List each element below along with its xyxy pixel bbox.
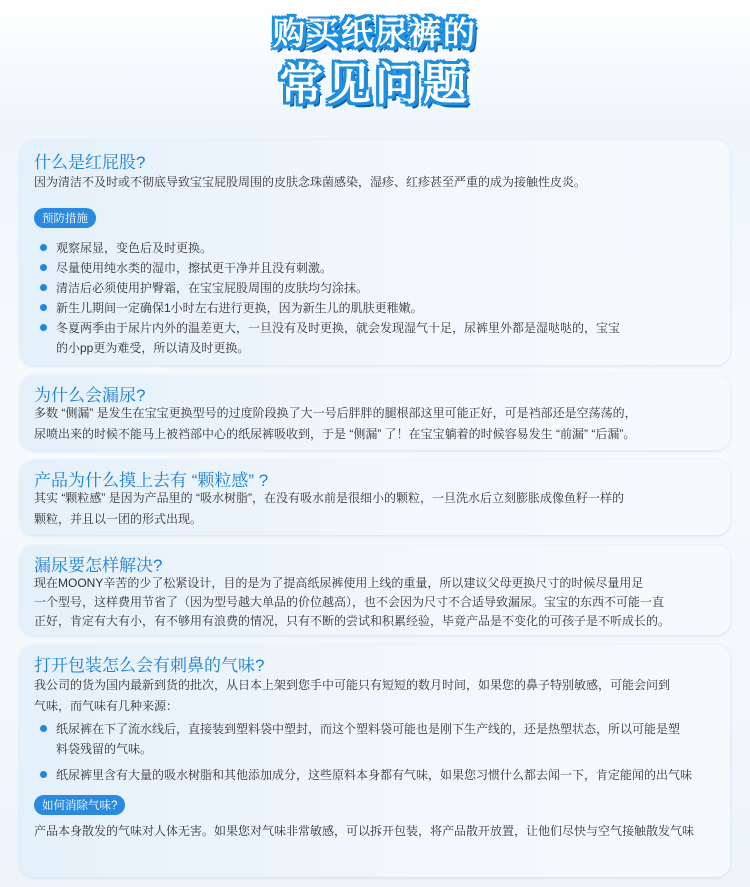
bullet-dot-icon [40,264,47,271]
bullet-dot-icon [40,304,47,311]
question-title: 打开包装怎么会有刺鼻的气味? [34,656,265,675]
faq-card-diaper-rash [20,140,730,365]
question-title: 为什么会漏尿? [34,386,146,405]
bullet-dot-icon [40,244,47,251]
answer-line: 气味，而气味有几种来源： [34,699,179,713]
answer-line: 颗粒，并且以一团的形式出现。 [34,512,203,526]
page-header [0,0,750,125]
answer-line: 多数 “侧漏” 是发生在宝宝更换型号的过度阶段换了大一号后胖胖的腿根部这里可能正好，可是裆部还是空荡荡的， [34,406,637,420]
list-item: 纸尿裤里含有大量的吸水树脂和其他添加成分，这些原料本身都有气味，如果您习惯什么都去闻一下，肯定能闻的出气味 [38,765,692,785]
faq-card-graininess [20,460,730,535]
answer-line: 其实 “颗粒感” 是因为产品里的 “吸水树脂”，在没有吸水前是很细小的颗粒，一旦洗水后立刻膨胀成像鱼籽一样的 [34,491,624,505]
title-text-1: 购买纸尿裤的 [272,14,477,52]
list-item: 观察尿显，变色后及时更换。 [38,238,620,258]
tip-text: 产品本身散发的气味对人体无害。如果您对气味非常敏感，可以拆开包装，将产品散开放置，让他们尽快与空气接触散发气味 [34,824,695,838]
answer-line: 现在MOONY辛苦的少了松紧设计，目的是为了提高纸尿裤使用上线的重量，所以建议父母更换尺寸的时候尽量用足 [34,576,644,590]
question-title: 漏尿要怎样解决? [34,556,163,575]
question-title: 什么是红屁股? [34,153,146,172]
bullet-dot-icon [40,771,47,778]
list-item: 清洁后必须使用护臀霜，在宝宝屁股周围的皮肤均匀涂抹。 [38,278,620,298]
title-line-2 [0,48,750,112]
title-text-2: 常见问题 [279,59,471,110]
bullet-dot-icon [40,725,47,732]
bullet-dot-icon [40,284,47,291]
prevention-tag: 预防措施 [34,208,96,228]
odor-source-list [38,719,692,785]
answer-line: 正好，肯定有大有小，有不够用有浪费的情况，只有不断的尝试和积累经验，毕竟产品是不变化的可孩子是不听成长的。 [34,614,671,628]
answer-line: 一个型号，这样费用节省了（因为型号越大单品的价位越高），也不会因为尺寸不合适导致漏尿。宝宝的东西不可能一直 [34,595,665,609]
list-item: 新生儿期间一定确保1小时左右进行更换，因为新生儿的肌肤更稚嫩。 [38,298,620,318]
faq-card-leak-solution [20,545,730,635]
answer-line: 我公司的货为国内最新到货的批次，从日本上架到您手中可能只有短短的数月时间，如果您的鼻子特别敏感，可能会问到 [34,678,671,692]
list-item: 尽量使用纯水类的湿巾，擦拭更干净并且没有刺激。 [38,258,620,278]
remove-odor-tag: 如何消除气味? [34,795,125,815]
faq-card-odor [20,645,730,877]
list-item: 纸尿裤在下了流水线后，直接装到塑料袋中塑封，而这个塑料袋可能也是刚下生产线的，还是热塑状态，所以可能是塑 料袋残留的气味。 [38,719,692,759]
list-item: 冬夏两季由于尿片内外的温差更大，一旦没有及时更换，就会发现湿气十足，尿裤里外都是湿哒哒的，宝宝 的小pp更为难受，所以请及时更换。 [38,318,620,358]
answer-line: 尿喷出来的时候不能马上被裆部中心的纸尿裤吸收到，于是 “侧漏” 了！在宝宝躺着的时候容易发生 “前漏” “后漏”。 [34,427,636,441]
bullet-dot-icon [40,324,47,331]
answer-text: 因为清洁不及时或不彻底导致宝宝屁股周围的皮肤念珠菌感染，湿疹、红疹甚至严重的成为接触性皮炎。 [34,175,587,189]
faq-card-leakage [20,375,730,450]
question-title: 产品为什么摸上去有 “颗粒感” ? [34,471,269,490]
prevention-list [38,238,620,358]
